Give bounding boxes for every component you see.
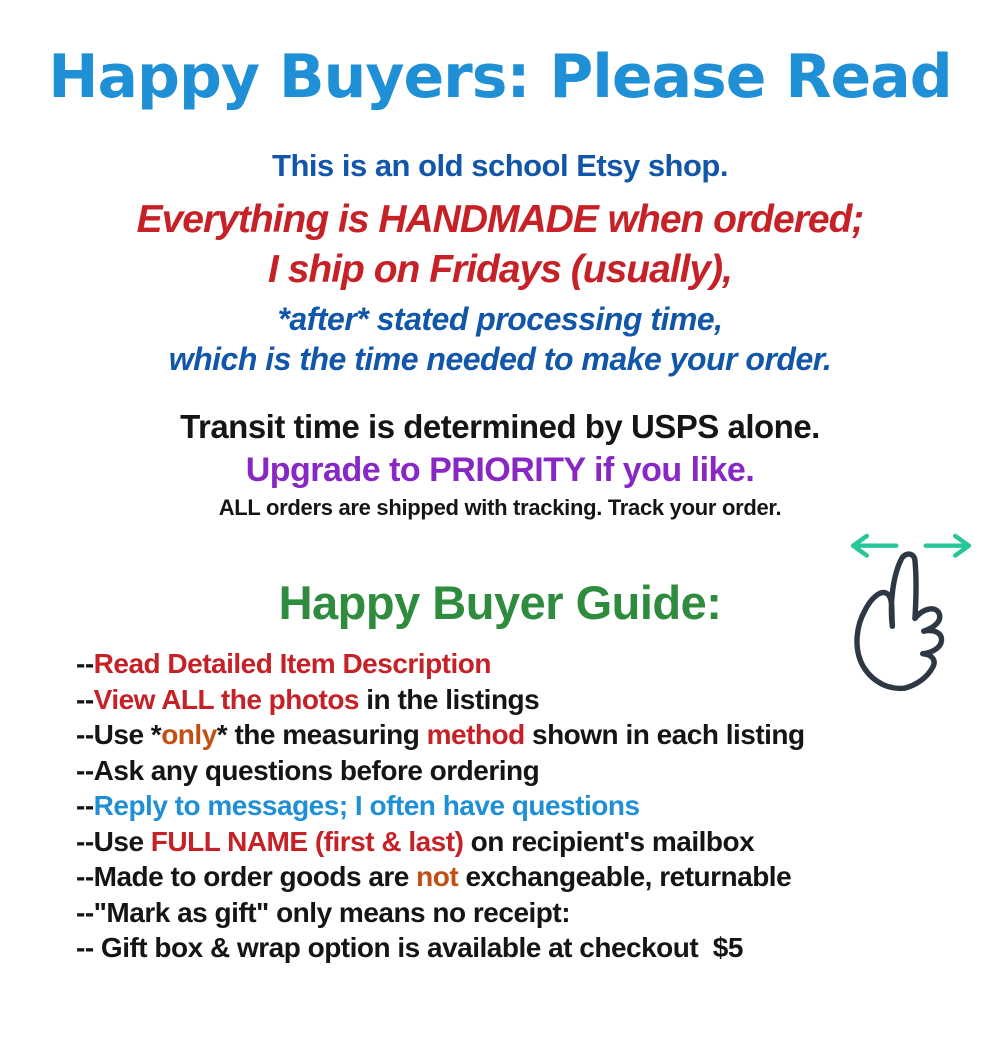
guide-item-segment: --Use * <box>76 719 162 751</box>
guide-item-segment: only <box>161 719 217 751</box>
guide-item-segment: --Ask any questions before ordering <box>76 754 540 786</box>
guide-item-segment: on recipient's mailbox <box>463 825 755 857</box>
shop-notice-poster <box>0 44 1000 1044</box>
swipe-gesture-icon <box>843 530 980 692</box>
intro-after-processing-line: *after* stated processing time, <box>277 300 723 337</box>
guide-item <box>76 859 1000 895</box>
guide-item-segment: --"Mark as gift" only means no receipt: <box>76 896 571 928</box>
guide-item <box>76 717 1000 753</box>
guide-item-segment: --Use <box>76 825 151 857</box>
guide-heading: Happy Buyer Guide: <box>278 575 722 629</box>
guide-item-segment: not <box>416 861 459 893</box>
guide-item-segment: Reply to messages; I often have questions <box>93 790 640 822</box>
guide-item-segment: View ALL the photos <box>93 683 359 715</box>
guide-item-segment: -- <box>76 790 94 822</box>
shipping-upgrade-line: Upgrade to PRIORITY if you like. <box>245 451 755 490</box>
guide-item-segment: * the measuring <box>216 719 427 751</box>
guide-item-segment: FULL NAME (first & last) <box>150 825 464 857</box>
intro-old-school-line: This is an old school Etsy shop. <box>272 148 728 183</box>
shipping-tracking-line: ALL orders are shipped with tracking. Track your order. <box>218 495 782 521</box>
hand-swipe-left-right-icon <box>843 530 980 692</box>
intro-time-needed-line: which is the time needed to make your order. <box>168 340 832 377</box>
intro-handmade-line: Everything is HANDMADE when ordered; <box>136 198 864 241</box>
guide-item-segment: Read Detailed Item Description <box>93 648 491 680</box>
pointing-hand-icon <box>857 554 942 688</box>
page-title: Happy Buyers: Please Read <box>48 42 952 112</box>
guide-item <box>76 788 1000 824</box>
guide-item <box>76 824 1000 860</box>
guide-item <box>76 753 1000 789</box>
guide-item-segment: --Made to order goods are <box>76 861 417 893</box>
guide-item <box>76 895 1000 931</box>
guide-item-segment: exchangeable, returnable <box>458 861 792 893</box>
guide-item-segment: -- Gift box & wrap option is available at checkout $5 <box>76 932 743 964</box>
guide-item <box>76 930 1000 966</box>
guide-list <box>76 646 1000 966</box>
guide-item-segment: shown in each listing <box>524 719 805 751</box>
guide-item-segment: -- <box>76 648 94 680</box>
guide-item-segment: method <box>426 719 525 751</box>
guide-item-segment: -- <box>76 683 94 715</box>
intro-ship-fridays-line: I ship on Fridays (usually), <box>268 247 732 291</box>
shipping-transit-line: Transit time is determined by USPS alone. <box>180 408 820 446</box>
guide-item-segment: in the listings <box>359 683 540 715</box>
